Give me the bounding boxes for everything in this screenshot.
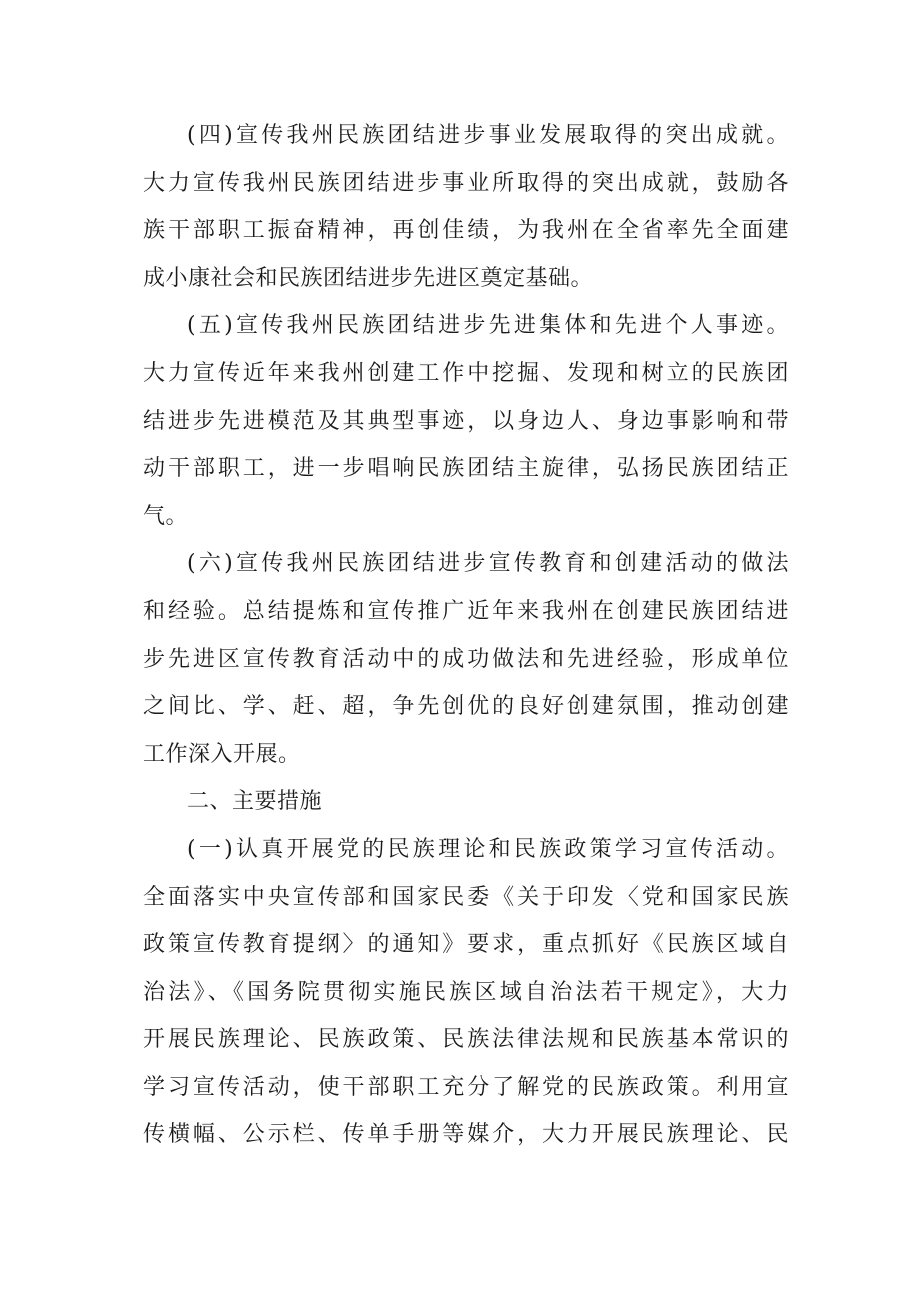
text-line: 族干部职工振奋精神，再创佳绩，为我州在全省率先全面建 bbox=[143, 218, 789, 244]
text-line: 治法》、《国务院贯彻实施民族区域自治法若干规定》，大力 bbox=[143, 979, 789, 1005]
text-line: 成小康社会和民族团结进步先进区奠定基础。 bbox=[143, 265, 594, 291]
text-line: (五)宣传我州民族团结进步先进集体和先进个人事迹。 bbox=[187, 313, 789, 339]
text-line: 全面落实中央宣传部和国家民委《关于印发〈党和国家民族 bbox=[143, 884, 789, 910]
text-line: (一)认真开展党的民族理论和民族政策学习宣传活动。 bbox=[187, 836, 789, 862]
text-line: 政策宣传教育提纲〉的通知》要求，重点抓好《民族区域自 bbox=[143, 932, 789, 958]
text-line: (六)宣传我州民族团结进步宣传教育和创建活动的做法 bbox=[187, 551, 789, 577]
text-line: 结进步先进模范及其典型事迹，以身边人、身边事影响和带 bbox=[143, 408, 789, 434]
text-line: 传横幅、公示栏、传单手册等媒介，大力开展民族理论、民 bbox=[143, 1122, 789, 1148]
text-line: 学习宣传活动，使干部职工充分了解党的民族政策。利用宣 bbox=[143, 1074, 789, 1100]
text-line: (四)宣传我州民族团结进步事业发展取得的突出成就。 bbox=[187, 123, 789, 148]
text-line: 开展民族理论、民族政策、民族法律法规和民族基本常识的 bbox=[143, 1027, 789, 1053]
text-line: 大力宣传我州民族团结进步事业所取得的突出成就，鼓励各 bbox=[143, 170, 789, 196]
text-line: 步先进区宣传教育活动中的成功做法和先进经验，形成单位 bbox=[143, 646, 789, 672]
text-line: 气。 bbox=[143, 503, 189, 529]
text-line: 和经验。总结提炼和宣传推广近年来我州在创建民族团结进 bbox=[143, 598, 789, 624]
text-line: 动干部职工，进一步唱响民族团结主旋律，弘扬民族团结正 bbox=[143, 456, 789, 482]
text-line: 大力宣传近年来我州创建工作中挖掘、发现和树立的民族团 bbox=[143, 360, 789, 386]
document-body bbox=[143, 112, 789, 1159]
text-line: 之间比、学、赶、超，争先创优的良好创建氛围，推动创建 bbox=[143, 694, 789, 720]
text-line: 二、主要措施 bbox=[187, 789, 323, 815]
text-line: 工作深入开展。 bbox=[143, 741, 301, 767]
